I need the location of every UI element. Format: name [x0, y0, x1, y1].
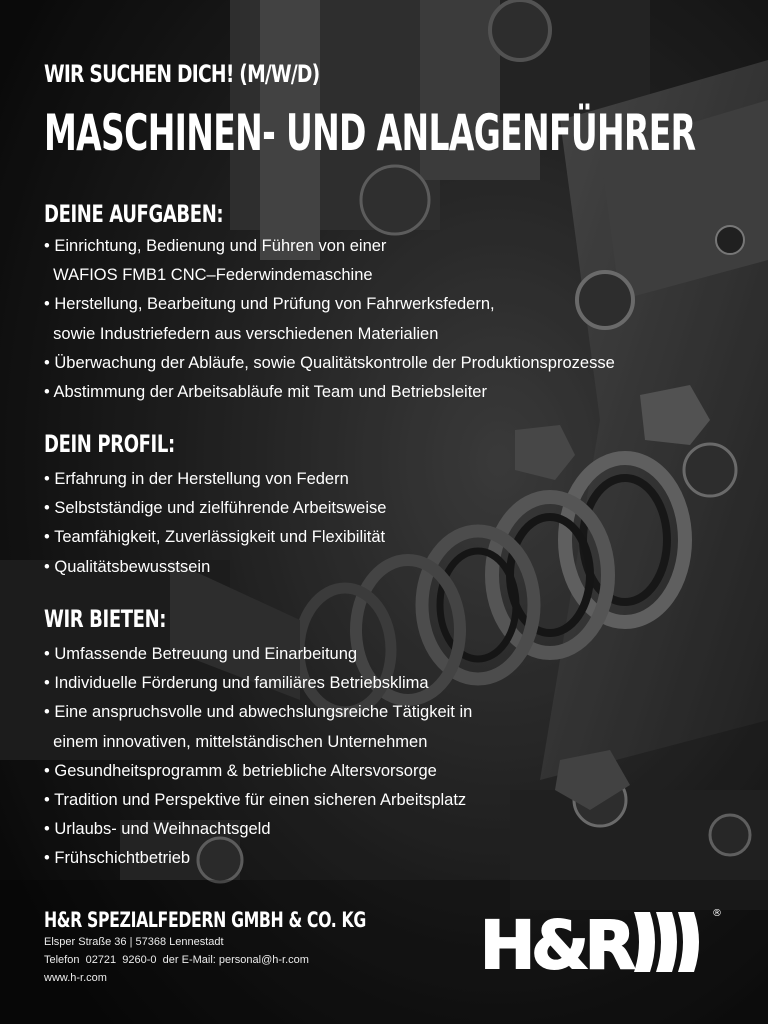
logo-text: H&R	[480, 907, 632, 980]
hr-logo	[476, 904, 730, 980]
list-item: • Urlaubs- und Weihnachtsgeld	[44, 820, 271, 839]
list-item: • Individuelle Förderung und familiäres Betriebsklima	[44, 674, 429, 693]
list-item: • Qualitätsbewusstsein	[44, 557, 211, 576]
registered-mark: ®	[712, 908, 722, 919]
list-item: • Herstellung, Bearbeitung und Prüfung von Fahrwerksfedern,	[44, 295, 495, 314]
tasks-list	[44, 232, 615, 407]
company-name: H&R SPEZIALFEDERN GMBH & CO. KG	[44, 908, 366, 932]
logo-bars	[634, 912, 699, 972]
section-title-offer: WIR BIETEN:	[44, 605, 167, 633]
profile-list	[44, 465, 386, 582]
list-item: • Selbstständige und zielführende Arbeitsweise	[44, 499, 387, 518]
company-address: Elsper Straße 36 | 57368 Lennestadt	[44, 936, 224, 948]
list-item: • Umfassende Betreuung und Einarbeitung	[44, 645, 358, 663]
list-item: einem innovativen, mittelständischen Unternehmen	[44, 732, 428, 751]
list-item: • Abstimmung der Arbeitsabläufe mit Team und Betriebsleiter	[44, 383, 487, 402]
list-item: sowie Industriefedern aus verschiedenen Materialien	[44, 324, 439, 343]
list-item: WAFIOS FMB1 CNC–Federwindemaschine	[44, 266, 373, 285]
list-item: • Überwachung der Abläufe, sowie Qualitätskontrolle der Produktionsprozesse	[44, 353, 615, 372]
list-item: • Teamfähigkeit, Zuverlässigkeit und Flexibilität	[44, 528, 386, 547]
list-item: • Eine anspruchsvolle und abwechslungsreiche Tätigkeit in	[44, 703, 473, 722]
header-eyebrow: WIR SUCHEN DICH! (M/W/D)	[44, 60, 320, 88]
page-title: MASCHINEN- UND ANLAGENFÜHRER	[44, 104, 696, 162]
company-phone-email: Telefon 02721 9260-0 der E-Mail: personal@h-r.com	[44, 954, 309, 966]
section-title-profile: DEIN PROFIL:	[44, 430, 175, 458]
company-website[interactable]: www.h-r.com	[44, 972, 107, 984]
list-item: • Frühschichtbetrieb	[44, 849, 191, 868]
list-item: • Tradition und Perspektive für einen sicheren Arbeitsplatz	[44, 791, 467, 810]
list-item: • Gesundheitsprogramm & betriebliche Altersvorsorge	[44, 761, 437, 780]
list-item: • Einrichtung, Bedienung und Führen von einer	[44, 237, 387, 255]
list-item: • Erfahrung in der Herstellung von Federn	[44, 470, 349, 488]
offer-list	[44, 640, 472, 874]
section-title-tasks: DEINE AUFGABEN:	[44, 200, 224, 228]
